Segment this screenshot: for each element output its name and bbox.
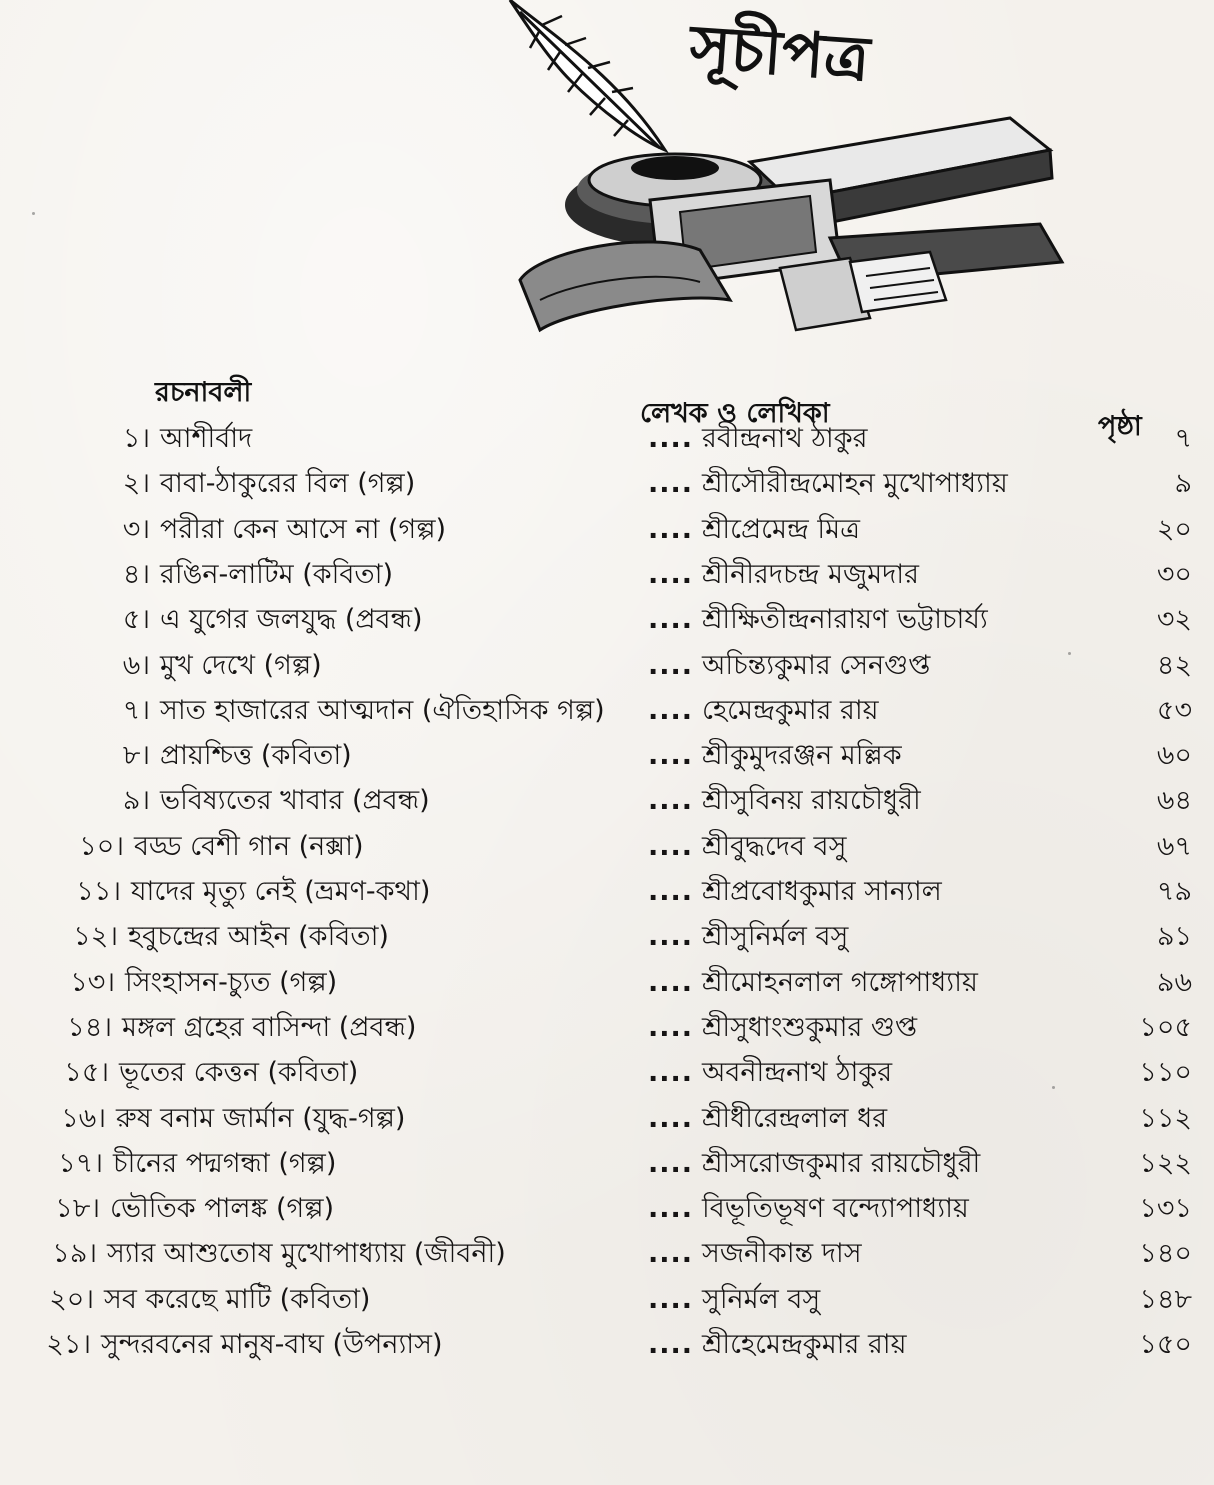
toc-row xyxy=(0,509,1214,551)
toc-row xyxy=(0,780,1214,822)
work-title: বড্ড বেশী গান (নক্সা) xyxy=(134,830,364,862)
entry-number: ৫। xyxy=(122,604,150,636)
toc-row xyxy=(0,1188,1214,1230)
entry-number: ১১। xyxy=(76,876,121,907)
page-number: ৫৩ xyxy=(1156,694,1192,726)
entry-number: ১২। xyxy=(73,921,118,953)
leader-dots: .... xyxy=(648,785,694,817)
author-name: শ্রীসুবিনয় রায়চৌধুরী xyxy=(702,785,921,817)
leader-dots: .... xyxy=(648,1238,694,1270)
entry-number: ১৬। xyxy=(61,1102,106,1134)
author-name: বিভূতিভূষণ বন্দ্যোপাধ্যায় xyxy=(702,1193,969,1225)
entry-number: ১৯। xyxy=(52,1238,97,1270)
author-name: রবীন্দ্রনাথ ঠাকুর xyxy=(702,423,868,454)
page-title: সূচীপত্র xyxy=(687,10,872,96)
toc-row xyxy=(0,871,1214,913)
work-title: সিংহাসন-চ্যুত (গল্প) xyxy=(125,966,338,998)
page-number: ৬৪ xyxy=(1156,785,1192,817)
author-name: শ্রীধীরেন্দ্রলাল ধর xyxy=(702,1102,888,1134)
author-name: অবনীন্দ্রনাথ ঠাকুর xyxy=(702,1057,893,1089)
work-title: হবুচন্দ্রের আইন (কবিতা) xyxy=(128,921,389,953)
entry-number: ৮। xyxy=(122,740,150,772)
entry-number: ২। xyxy=(122,468,150,500)
entry-number: ৩। xyxy=(122,513,150,545)
leader-dots: .... xyxy=(648,1011,694,1043)
entry-number: ১৮। xyxy=(55,1193,100,1225)
author-name: সজনীকান্ত দাস xyxy=(702,1238,862,1270)
author-name: শ্রীসরোজকুমার রায়চৌধুরী xyxy=(702,1147,981,1179)
scan-speck xyxy=(1052,1086,1055,1089)
toc-row xyxy=(0,1279,1214,1321)
authors-column-header: লেখক ও লেখিকা xyxy=(640,398,830,429)
author-name: শ্রীক্ষিতীন্দ্রনারায়ণ ভট্টাচার্য্য xyxy=(702,604,988,636)
leader-dots: .... xyxy=(648,1102,694,1134)
leader-dots: .... xyxy=(648,423,694,454)
author-name: শ্রীমোহনলাল গঙ্গোপাধ্যায় xyxy=(702,966,978,998)
author-name: শ্রীবুদ্ধদেব বসু xyxy=(702,830,847,862)
author-name: শ্রীসুনির্মল বসু xyxy=(702,921,849,953)
work-title: মঙ্গল গ্রহের বাসিন্দা (প্রবন্ধ) xyxy=(122,1011,417,1043)
entry-number: ১৭। xyxy=(58,1147,103,1179)
author-name: শ্রীপ্রবোধকুমার সান্যাল xyxy=(702,876,942,907)
work-title: মুখ দেখে (গল্প) xyxy=(160,649,322,681)
leader-dots: .... xyxy=(648,1329,694,1360)
entry-number: ১৪। xyxy=(67,1011,112,1043)
scan-speck xyxy=(32,212,35,215)
leader-dots: .... xyxy=(648,966,694,998)
toc-row xyxy=(0,599,1214,641)
entry-number: ৯। xyxy=(122,785,150,817)
page-number: ১৪০ xyxy=(1139,1238,1192,1270)
leader-dots: .... xyxy=(648,649,694,681)
author-name: শ্রীসৌরীন্দ্রমোহন মুখোপাধ্যায় xyxy=(702,468,1008,500)
page-column-header: পৃষ্ঠা xyxy=(1098,411,1142,442)
page-number: ১১২ xyxy=(1139,1102,1192,1134)
page-number: ৯ xyxy=(1174,468,1192,500)
entry-number: ৭। xyxy=(122,694,150,726)
entry-number: ১০। xyxy=(79,830,124,862)
work-title: রুষ বনাম জার্মান (যুদ্ধ-গল্প) xyxy=(116,1102,406,1134)
author-name: শ্রীনীরদচন্দ্র মজুমদার xyxy=(702,558,919,590)
toc-row xyxy=(0,1324,1214,1366)
page-number: ৭৯ xyxy=(1156,876,1192,907)
author-name: শ্রীসুধাংশুকুমার গুপ্ত xyxy=(702,1011,918,1043)
author-name: শ্রীকুমুদরঞ্জন মল্লিক xyxy=(702,740,902,772)
page-number: ৬৭ xyxy=(1156,830,1192,862)
entry-number: ১৩। xyxy=(70,966,115,998)
toc-row xyxy=(0,690,1214,732)
work-title: আশীর্বাদ xyxy=(160,423,253,454)
work-title: সব করেছে মাটি (কবিতা) xyxy=(104,1283,371,1315)
entry-number: ২০। xyxy=(49,1283,94,1315)
toc-row xyxy=(0,1143,1214,1185)
page-number: ১১০ xyxy=(1139,1057,1192,1089)
work-title: ভবিষ্যতের খাবার (প্রবন্ধ) xyxy=(160,785,430,817)
work-title: সুন্দরবনের মানুষ-বাঘ (উপন্যাস) xyxy=(101,1329,443,1360)
page-number: ২০ xyxy=(1156,513,1192,545)
leader-dots: .... xyxy=(648,1193,694,1225)
toc-row xyxy=(0,1098,1214,1140)
work-title: রঙিন-লাটিম (কবিতা) xyxy=(160,558,393,590)
leader-dots: .... xyxy=(648,740,694,772)
toc-row xyxy=(0,826,1214,868)
page-number: ৯৬ xyxy=(1156,966,1192,998)
leader-dots: .... xyxy=(648,1147,694,1179)
leader-dots: .... xyxy=(648,604,694,636)
toc-row xyxy=(0,735,1214,777)
page-number: ১৩১ xyxy=(1139,1193,1192,1225)
page-number: ১০৫ xyxy=(1139,1011,1192,1043)
leader-dots: .... xyxy=(648,830,694,862)
author-name: শ্রীপ্রেমেন্দ্র মিত্র xyxy=(702,513,860,545)
entry-number: ১৫। xyxy=(64,1057,109,1089)
leader-dots: .... xyxy=(648,513,694,545)
leader-dots: .... xyxy=(648,1057,694,1089)
toc-row xyxy=(0,1233,1214,1275)
leader-dots: .... xyxy=(648,921,694,953)
page-number: ৯১ xyxy=(1156,921,1192,953)
work-title: স্যার আশুতোষ মুখোপাধ্যায় (জীবনী) xyxy=(107,1238,506,1270)
page-number: ৬০ xyxy=(1156,740,1192,772)
work-title: যাদের মৃত্যু নেই (ভ্রমণ-কথা) xyxy=(131,876,431,907)
work-title: চীনের পদ্মগন্ধা (গল্প) xyxy=(113,1147,337,1179)
work-title: এ যুগের জলযুদ্ধ (প্রবন্ধ) xyxy=(160,604,423,636)
toc-row xyxy=(0,962,1214,1004)
author-name: সুনির্মল বসু xyxy=(702,1283,821,1315)
author-name: শ্রীহেমেন্দ্রকুমার রায় xyxy=(702,1329,907,1360)
entry-number: ২১। xyxy=(46,1329,91,1360)
leader-dots: .... xyxy=(648,468,694,500)
leader-dots: .... xyxy=(648,558,694,590)
toc-row xyxy=(0,645,1214,687)
scan-speck xyxy=(1068,652,1071,655)
leader-dots: .... xyxy=(648,694,694,726)
author-name: হেমেন্দ্রকুমার রায় xyxy=(702,694,879,726)
page-number: ৪২ xyxy=(1156,649,1192,681)
toc-row xyxy=(0,463,1214,505)
toc-row xyxy=(0,1052,1214,1094)
leader-dots: .... xyxy=(648,876,694,907)
author-name: অচিন্ত্যকুমার সেনগুপ্ত xyxy=(702,649,931,681)
entry-number: ১। xyxy=(122,423,150,454)
entry-number: ৪। xyxy=(122,558,150,590)
page-number: ৭ xyxy=(1174,423,1192,454)
work-title: প্রায়শ্চিত্ত (কবিতা) xyxy=(160,740,352,772)
page-number: ১৫০ xyxy=(1139,1329,1192,1360)
toc-row xyxy=(0,418,1214,460)
entry-number: ৬। xyxy=(122,649,150,681)
page-number: ১৪৮ xyxy=(1139,1283,1192,1315)
works-column-header: রচনাবলী xyxy=(155,377,252,408)
work-title: পরীরা কেন আসে না (গল্প) xyxy=(160,513,447,545)
toc-row xyxy=(0,554,1214,596)
work-title: ভৌতিক পালঙ্ক (গল্প) xyxy=(110,1193,335,1225)
page-number: ৩২ xyxy=(1156,604,1192,636)
toc-row xyxy=(0,1007,1214,1049)
work-title: সাত হাজারের আত্মদান (ঐতিহাসিক গল্প) xyxy=(160,694,605,726)
work-title: বাবা-ঠাকুরের বিল (গল্প) xyxy=(160,468,416,500)
leader-dots: .... xyxy=(648,1283,694,1315)
work-title: ভূতের কেত্তন (কবিতা) xyxy=(119,1057,359,1089)
page-number: ৩০ xyxy=(1156,558,1192,590)
page-number: ১২২ xyxy=(1139,1147,1192,1179)
toc-row xyxy=(0,916,1214,958)
